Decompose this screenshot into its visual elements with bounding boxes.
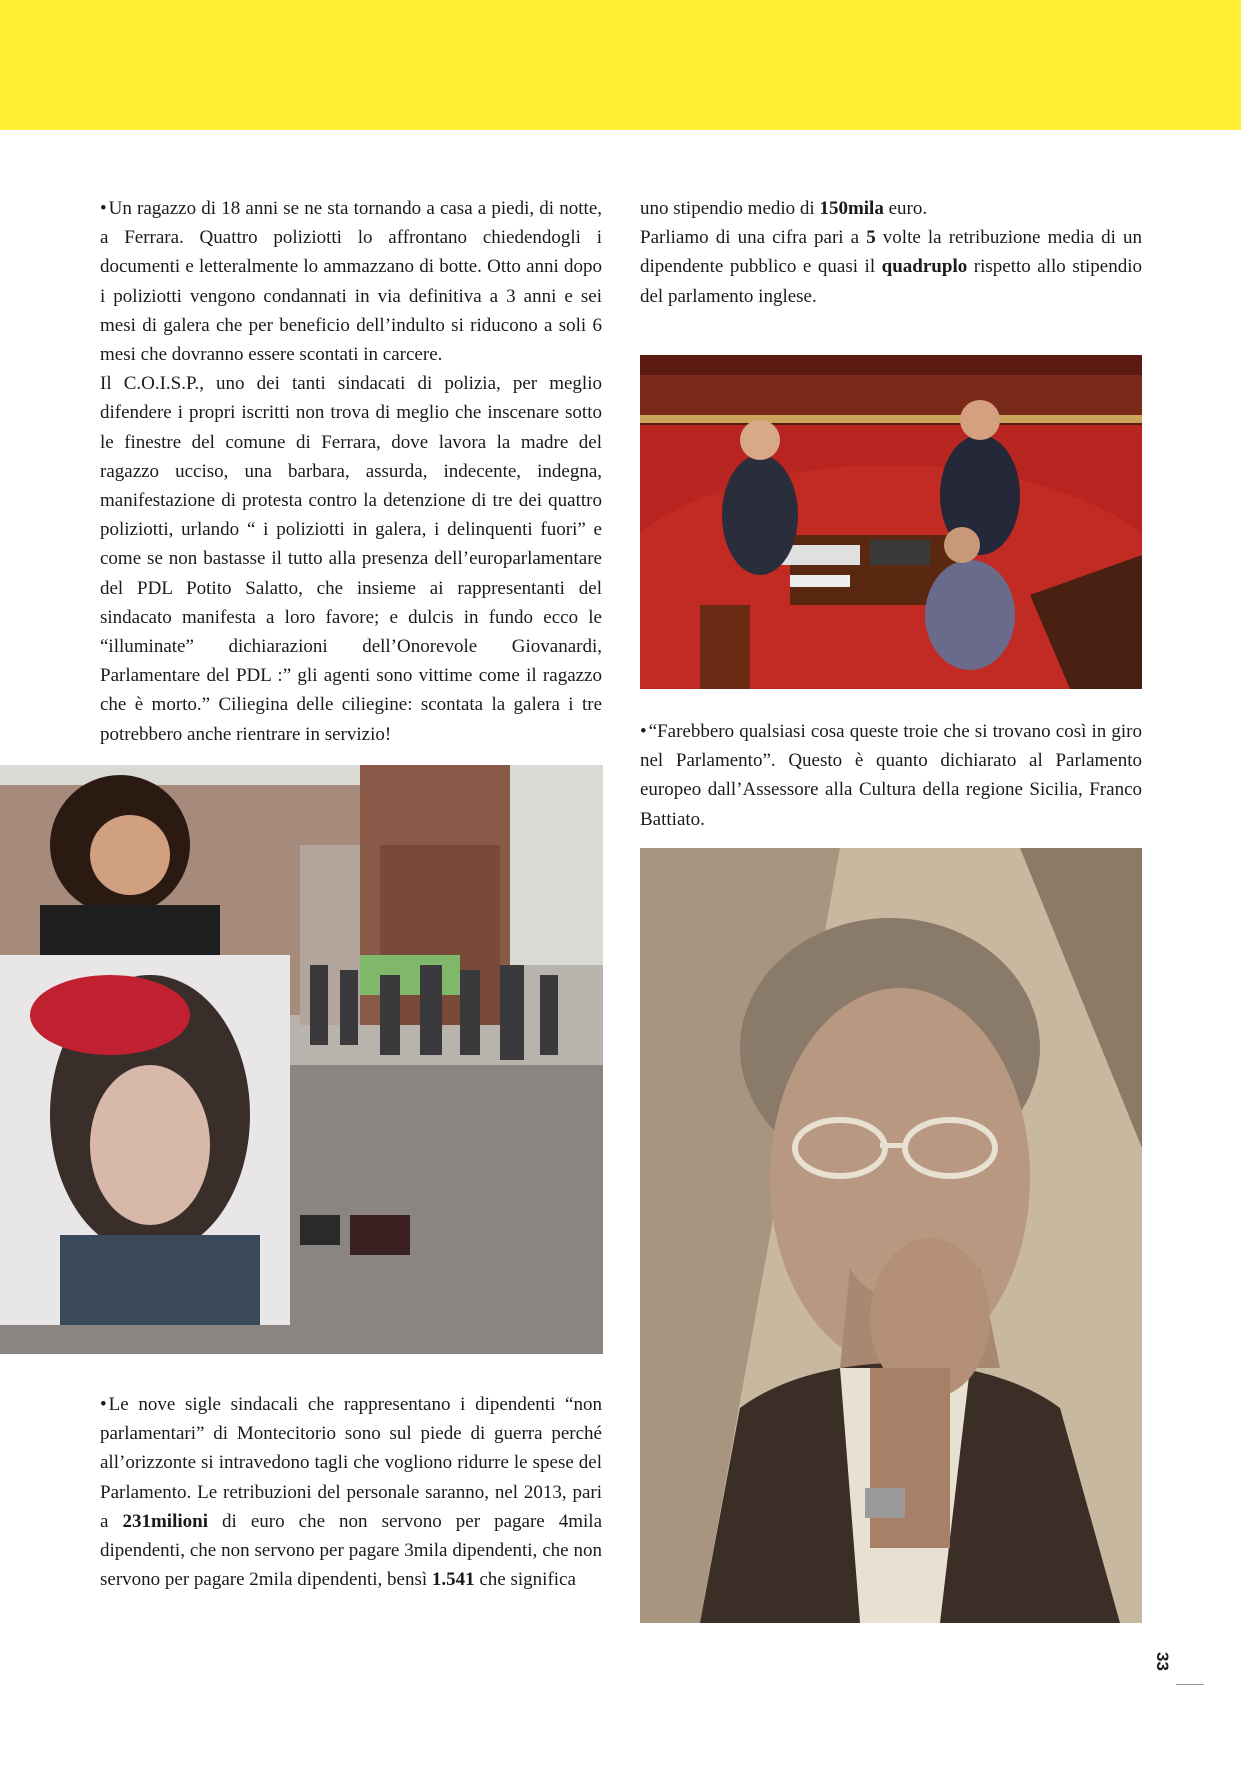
paragraph-battiato: • “Farebbero qualsiasi cosa queste troie che si trovano così in giro nel Parlamento”. Questo è quanto dichiarato al Parlamento europeo dall’Assessore alla Cultura della regione Sicilia, Franco Battiato. xyxy=(640,717,1142,834)
text-run: di euro che non servono per pagare 4mila dipendenti, che non servono per pagare 3mila dipendenti, che non servono per pagare 2mila dipendenti, bensì xyxy=(100,1510,603,1591)
text-run: euro. xyxy=(883,198,928,219)
paragraph-aldrovandi: • Un ragazzo di 18 anni se ne sta tornando a casa a piedi, di notte, a Ferrara. Quattro poliziotti lo affrontano chiedendogli i documenti e letteralmente lo ammazzano di botte. Otto anni dopo i poliziotti vengono condannati in via definitiva a 3 anni e sei mesi di galera che per beneficio dell’indulto si riducono a soli 6 mesi che dovranno essere scontati in carcere. xyxy=(100,194,602,369)
paragraph-montecitorio xyxy=(100,1390,602,1594)
article-column-right-top xyxy=(640,194,1142,311)
photo-portrait-battiato xyxy=(640,848,1142,1623)
article-column-left xyxy=(100,194,602,749)
text-run: Parliamo di una cifra pari a xyxy=(640,227,867,249)
text-run: uno stipendio medio di xyxy=(640,198,820,219)
page-number-rule xyxy=(1176,1684,1204,1685)
photo-senate-chamber xyxy=(640,355,1142,689)
highlight-231milioni: 231milioni xyxy=(122,1510,208,1532)
header-band xyxy=(0,0,1241,130)
paragraph-stipendio xyxy=(640,194,1142,223)
text-run: che significa xyxy=(474,1569,576,1591)
text-run: Le nove sigle sindacali che rappresentano i dipendenti “non parlamentari” di Montecitorio sono sul piede di guerra perché all’orizzonte si intravedono tagli che vogliono ridurre le spese del Parlamento. Le retribuzioni del personale saranno, nel 2013, pari a xyxy=(100,1394,602,1532)
article-column-right-mid xyxy=(640,717,1142,834)
highlight-quadruplo: quadruplo xyxy=(881,256,968,278)
photo-protest-ferrara xyxy=(0,765,603,1354)
text-run: rispetto allo stipendio del parlamento inglese. xyxy=(640,256,1142,307)
article-column-left-bottom xyxy=(100,1390,602,1594)
highlight-1541: 1.541 xyxy=(431,1569,475,1591)
page-number: 33 xyxy=(1153,1652,1172,1671)
text-run: volte la retribuzione media di un dipendente pubblico e quasi il xyxy=(640,227,1142,278)
paragraph-coisp: Il C.O.I.S.P., uno dei tanti sindacati di polizia, per meglio difendere i propri iscritti non trova di meglio che inscenare sotto le finestre del comune di Ferrara, dove lavora la madre del ragazzo ucciso, una barbara, assurda, indecente, indegna, manifestazione di protesta contro la detenzione di tre dei quattro poliziotti, urlando “ i poliziotti in galera, i delinquenti fuori” e come se non bastasse il tutto alla presenza dell’europarlamentare del PDL Potito Salatto, che insieme ai rappresentanti del sindacato manifesta a loro favore; e dulcis in fundo ecco le “illuminate” dichiarazioni dell’Onorevole Giovanardi, Parlamentare del PDL :” gli agenti sono vittime come il ragazzo che è morto.” Ciliegina delle ciliegine: scontata la galera i tre potrebbero anche rientrare in servizio! xyxy=(100,373,602,745)
highlight-5: 5 xyxy=(866,227,876,249)
paragraph-cifra xyxy=(640,223,1142,311)
highlight-150mila: 150mila xyxy=(819,198,884,219)
